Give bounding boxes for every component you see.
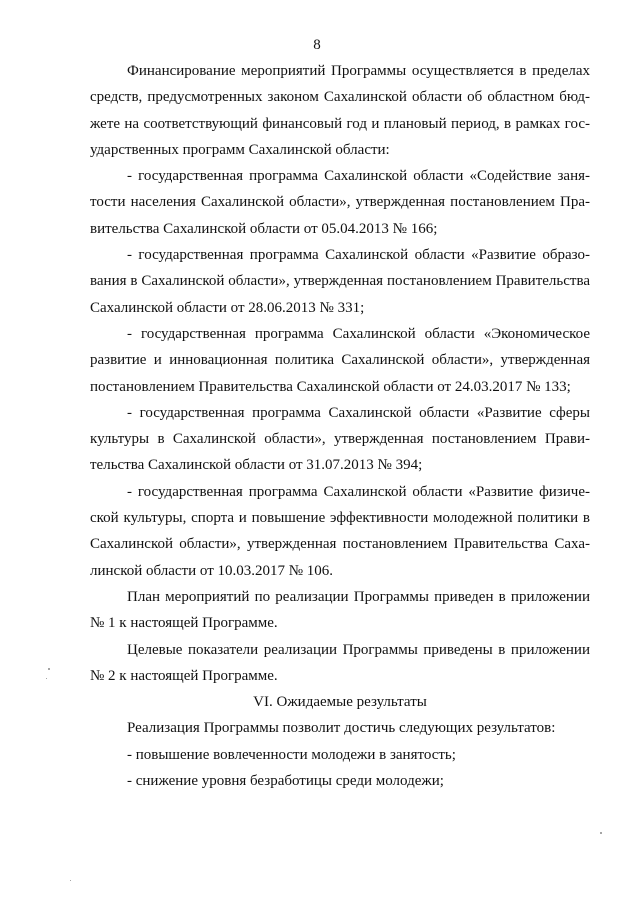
page-number: 8: [313, 37, 321, 53]
program-item-employment: - государственная программа Сахалинской области «Содействие занятости населения Сахалинской области», утвержденная постановлением Правительства Сахалинской области от 05.04.2013 № 166;: [90, 168, 590, 237]
program-item-culture: - государственная программа Сахалинской области «Развитие сферы культуры в Сахалинской области», утвержденная постановлением Правительства Сахалинской области от 31.07.2013 № 394;: [90, 404, 590, 474]
result-item-unemployment: - снижение уровня безработицы среди молодежи;: [127, 773, 444, 790]
paragraph-target-indicators: Целевые показатели реализации Программы приведены в приложении № 2 к настоящей Программе.: [90, 641, 590, 684]
scan-speck: [46, 678, 47, 679]
document-body: [90, 58, 590, 794]
scan-speck: [48, 668, 50, 670]
program-item-economy: - государственная программа Сахалинской области «Экономическое развитие и инновационная политика Сахалинской области», утвержденная постановлением Правительства Сахалинской области от 24.03.2017 № 133;: [90, 325, 590, 395]
section-heading: VI. Ожидаемые результаты: [253, 694, 427, 711]
program-item-education: - государственная программа Сахалинской области «Развитие образования в Сахалинской области», утвержденная постановлением Правительства Сахалинской области от 28.06.2013 № 331;: [90, 247, 590, 316]
results-intro: Реализация Программы позволит достичь следующих результатов:: [127, 720, 556, 737]
scan-speck: [600, 832, 602, 834]
scan-speck: [70, 880, 71, 881]
paragraph-financing: Финансирование мероприятий Программы осуществляется в пределах средств, предусмотренных законом Сахалинской области об областном бюджете на соответствующий финансовый год и плановый период, в рамках государственных программ Сахалинской области:: [90, 63, 590, 158]
paragraph-action-plan: План мероприятий по реализации Программы приведен в приложении № 1 к настоящей Программе.: [90, 588, 590, 632]
result-item-employment: - повышение вовлеченности молодежи в занятость;: [127, 746, 456, 763]
program-item-sport-youth: - государственная программа Сахалинской области «Развитие физической культуры, спорта и повышение эффективности молодежной политики в Сахалинской области», утвержденная постановлением Правительства Сахалинской области от 10.03.2017 № 106.: [90, 483, 590, 579]
